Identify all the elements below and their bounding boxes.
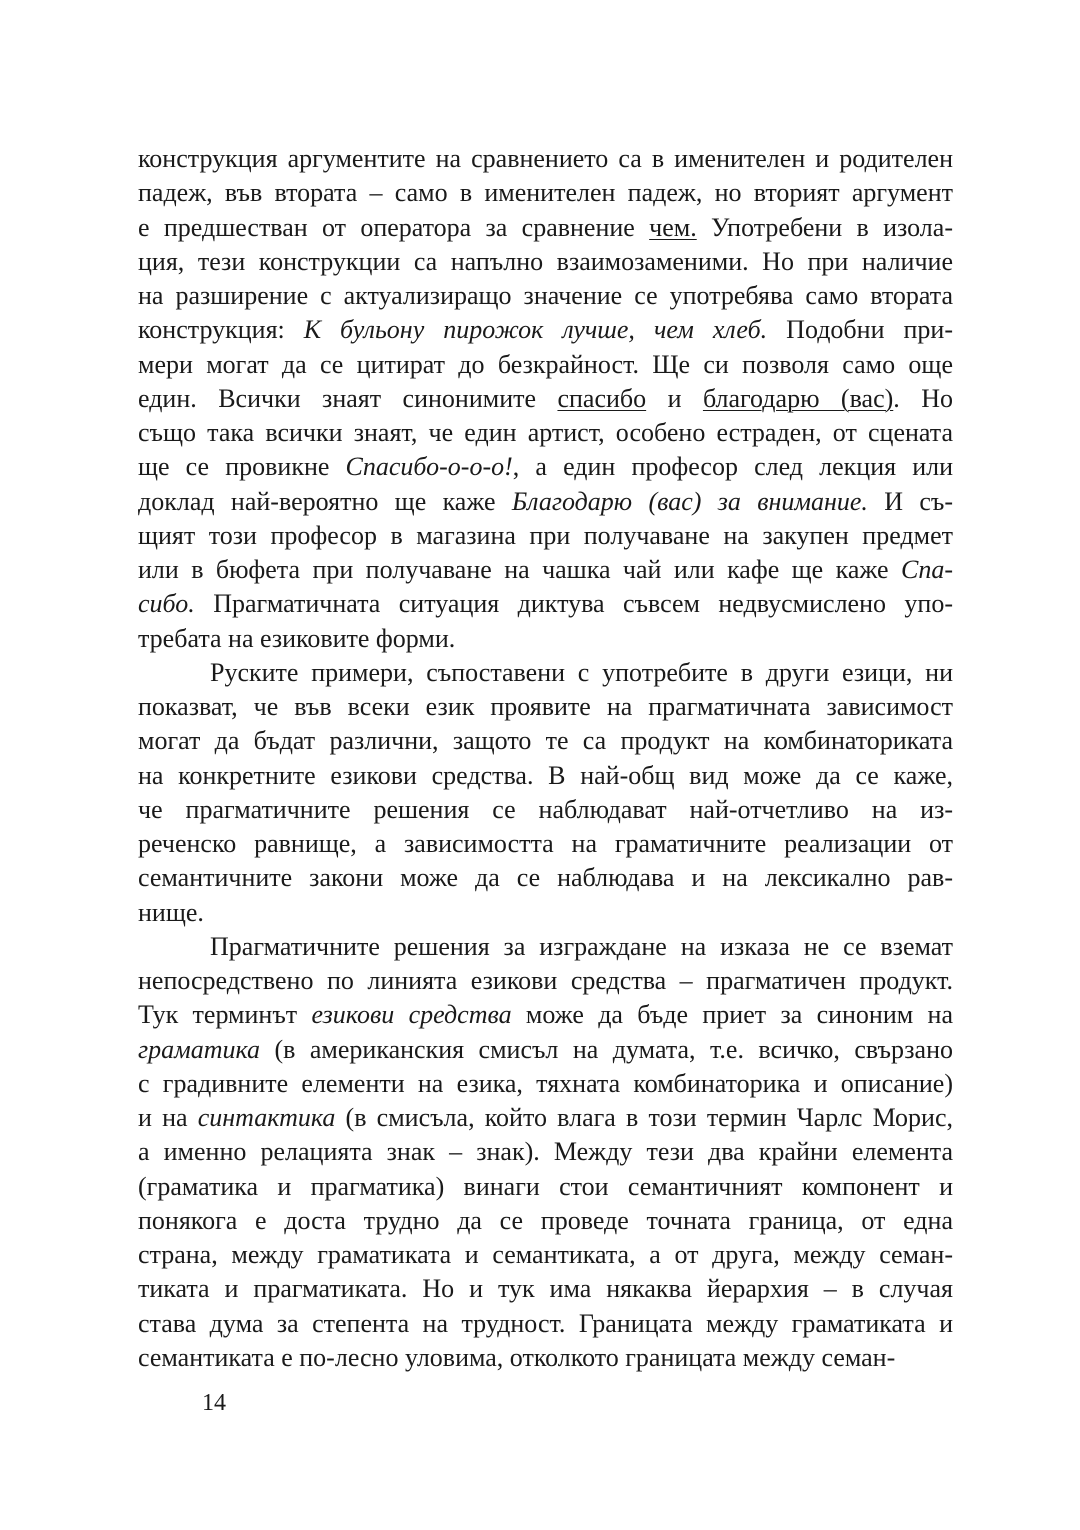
text-line: [138, 176, 953, 210]
text-run: могат да бъдат различни, защото те са продукт на комбинаториката: [138, 726, 953, 756]
text-run: с градивните елементи на езика, тяхната комбинаторика и описание): [138, 1068, 953, 1098]
text-run: понякога е доста трудно да се проведе точната граница, от една: [138, 1205, 953, 1235]
text-run: един. Всички знаят синонимите: [138, 383, 558, 413]
text-run: ция, тези конструкции са напълно взаимозаменими. Но при наличие: [138, 246, 953, 276]
text-line: [138, 827, 953, 861]
text-run: Прагматичните решения за изграждане на изказа не се вземат: [210, 931, 953, 961]
text-line: [138, 245, 953, 279]
text-run: Руските примери, съпоставени с употребите в други езици, ни: [210, 657, 953, 687]
italic-text: Спа-: [901, 555, 953, 584]
text-run: (в американския смисъл на думата, т.е. всичко, свързано: [260, 1034, 953, 1064]
text-run: и: [646, 383, 703, 413]
text-run: Тук терминът: [138, 1000, 312, 1030]
text-run: непосредствено по линията езикови средства – прагматичен продукт.: [138, 966, 953, 995]
text-line: [138, 1204, 953, 1238]
text-line: [138, 964, 953, 998]
text-line: [138, 416, 953, 450]
italic-text: К бульону пирожок лучше, чем хлеб.: [303, 315, 768, 345]
text-run: . Но: [893, 383, 953, 413]
text-line: [138, 211, 953, 245]
text-run: става дума за степента на трудност. Границата между граматиката и: [138, 1308, 953, 1338]
text-line: [138, 861, 953, 895]
text-run: конструкция аргументите на сравнението са в именителен и родителен: [138, 144, 953, 173]
body-text: [138, 142, 953, 1375]
underlined-text: спасибо: [557, 383, 647, 413]
text-run: тиката и прагматиката. Но и тук има някаква йерархия – в случая: [138, 1274, 953, 1304]
text-run: страна, между граматиката и семантиката, а от друга, между семан-: [138, 1240, 953, 1269]
text-line: [138, 450, 953, 484]
italic-text: Спасибо-о-о-о!: [345, 452, 513, 482]
text-line: [138, 998, 953, 1032]
page-number: 14: [202, 1390, 226, 1416]
text-run: падеж, във втората – само в именителен падеж, но вторият аргумент: [138, 178, 953, 208]
text-run: (граматика и прагматика) винаги стои семантичният компонент и: [138, 1171, 953, 1201]
paragraph: [138, 930, 953, 1375]
text-run: Подобни при-: [767, 315, 953, 345]
text-line: [138, 724, 953, 758]
text-line: [138, 793, 953, 827]
text-run: е предшестван от оператора за сравнение: [138, 212, 650, 242]
text-run: показват, че във всеки език проявите на прагматичната зависимост: [138, 692, 953, 721]
underlined-text: чем.: [649, 212, 697, 242]
text-run: а именно релацията знак – знак). Между тези два крайни елемента: [138, 1137, 953, 1167]
text-line: [138, 485, 953, 519]
text-line: [138, 553, 953, 587]
text-run: че прагматичните решения се наблюдават най-отчетливо на из-: [138, 794, 953, 824]
text-run: щият този професор в магазина при получаване на закупен предмет: [138, 520, 953, 550]
text-line: [138, 587, 953, 621]
text-run: мери могат да се цитират до безкрайност. Ще си позволя само още: [138, 349, 953, 379]
text-run: на конкретните езикови средства. В най-общ вид може да се каже,: [138, 760, 953, 790]
italic-text: граматика: [138, 1034, 261, 1064]
italic-text: синтактика: [197, 1103, 336, 1132]
text-line: [138, 1067, 953, 1101]
paragraph: [138, 142, 953, 656]
text-run: конструкция:: [138, 315, 304, 345]
italic-text: сибо.: [138, 589, 195, 619]
paragraph: [138, 656, 953, 930]
text-line: [138, 1272, 953, 1306]
text-line: [138, 1307, 953, 1341]
text-line: [138, 348, 953, 382]
text-line: [138, 382, 953, 416]
underlined-text: благодарю (вас): [702, 383, 894, 413]
text-run: Прагматичната ситуация диктува съвсем недвусмислено упо-: [194, 589, 953, 619]
text-line: [138, 1101, 953, 1135]
text-run: , а един професор след лекция или: [512, 452, 953, 482]
text-run: И съ-: [867, 486, 953, 516]
text-line: [138, 1238, 953, 1272]
text-line: [138, 313, 953, 347]
text-line: [138, 656, 953, 690]
text-line: [138, 690, 953, 724]
text-line: [138, 1135, 953, 1169]
text-run: семантиката е по-лесно уловима, отколкото границата между семан-: [138, 1342, 896, 1372]
text-run: и на: [138, 1103, 198, 1132]
italic-text: Благодарю (вас) за внимание.: [511, 486, 868, 516]
text-run: на разширение с актуализиращо значение се употребява само втората: [138, 281, 953, 310]
text-line: [138, 1033, 953, 1067]
text-line: [138, 1341, 953, 1375]
text-run: семантичните закони може да се наблюдава и на лексикално рав-: [138, 863, 953, 893]
text-line: [138, 930, 953, 964]
text-line: [138, 622, 953, 656]
text-run: доклад най-вероятно ще каже: [138, 486, 512, 516]
text-run: требата на езиковите форми.: [138, 623, 456, 653]
text-line: [138, 759, 953, 793]
text-run: (в смисъла, който влага в този термин Чарлс Морис,: [335, 1103, 953, 1132]
text-line: [138, 519, 953, 553]
text-line: [138, 279, 953, 313]
text-run: също така всички знаят, че един артист, особено естраден, от сцената: [138, 418, 953, 447]
italic-text: езикови средства: [311, 1000, 512, 1030]
text-line: [138, 142, 953, 176]
text-line: [138, 1170, 953, 1204]
text-run: реченско равнище, а зависимостта на граматичните реализации от: [138, 829, 953, 858]
text-run: или в бюфета при получаване на чашка чай или кафе ще каже: [138, 555, 901, 584]
text-run: нище.: [138, 897, 204, 927]
text-run: може да бъде приет за синоним на: [511, 1000, 953, 1030]
text-line: [138, 896, 953, 930]
text-run: ще се провикне: [138, 452, 346, 482]
text-run: Употребени в изола-: [696, 212, 953, 242]
